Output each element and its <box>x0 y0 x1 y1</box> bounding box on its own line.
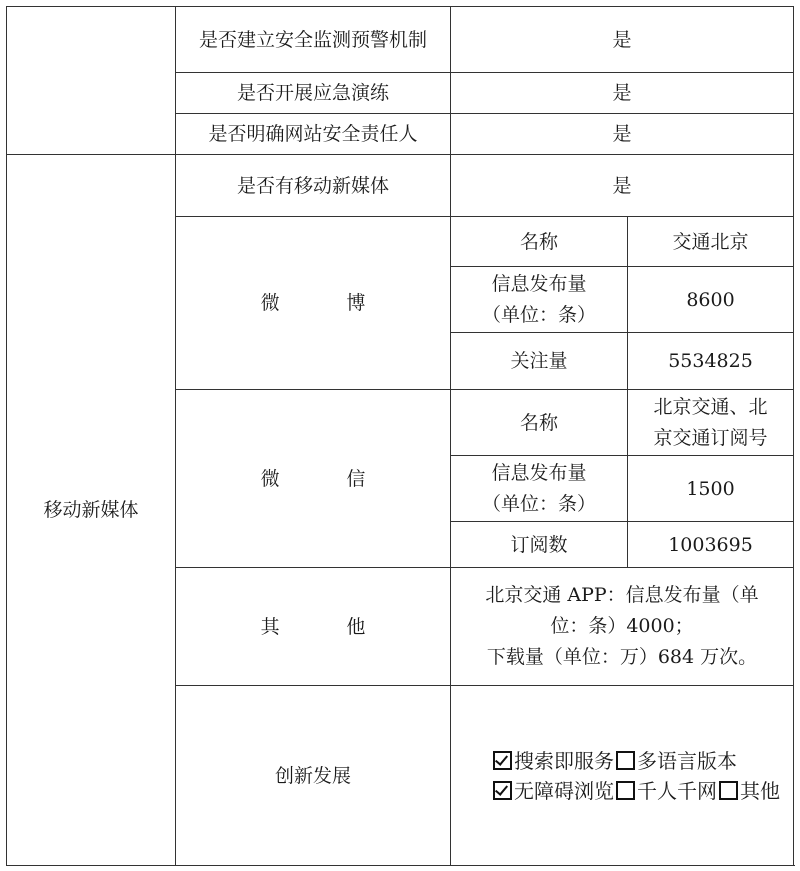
weixin-subs-value-cell <box>628 522 794 568</box>
drill-value-cell <box>451 73 794 114</box>
option-multilingual[interactable] <box>614 749 737 773</box>
option-label: 其他 <box>740 778 780 803</box>
option-search-service[interactable] <box>491 749 614 773</box>
section-cell-blank <box>7 7 176 155</box>
weibo-name-label-cell <box>451 217 628 267</box>
weibo-followers-value-cell <box>628 333 794 390</box>
weibo-name-label: 名称 <box>519 230 558 253</box>
media-section-label-cell <box>7 155 176 866</box>
weibo-label: 微 博 <box>260 292 396 314</box>
weixin-posts-label-2: （单位：条） <box>481 492 596 515</box>
weixin-name-label: 名称 <box>519 411 558 434</box>
media-section-label: 移动新媒体 <box>43 499 139 521</box>
weixin-posts-label-cell <box>451 456 628 522</box>
other-line-2: 位：条）4000； <box>550 615 694 637</box>
innovation-label-cell <box>176 686 451 866</box>
weibo-posts-label-cell <box>451 267 628 333</box>
has-media-label: 是否有移动新媒体 <box>236 174 389 197</box>
innovation-options-cell <box>451 686 794 866</box>
weibo-followers-value: 5534825 <box>668 350 753 372</box>
weixin-label: 微 信 <box>260 467 396 490</box>
responsible-label: 是否明确网站安全责任人 <box>208 123 418 145</box>
other-label-cell <box>176 568 451 686</box>
weixin-posts-label-1: 信息发布量 <box>491 461 587 484</box>
drill-value: 是 <box>612 82 632 104</box>
option-label: 无障碍浏览 <box>514 778 614 803</box>
weixin-label-cell <box>176 390 451 568</box>
weixin-name-value-2: 京交通订阅号 <box>653 426 768 449</box>
weibo-posts-value: 8600 <box>686 288 735 311</box>
option-accessibility[interactable] <box>491 779 614 803</box>
checkbox-accessibility[interactable] <box>493 781 512 800</box>
weibo-posts-value-cell <box>628 267 794 333</box>
weibo-label-cell <box>176 217 451 390</box>
weibo-posts-label-2: （单位：条） <box>481 303 596 326</box>
weixin-posts-value: 1500 <box>686 477 735 500</box>
has-media-value-cell <box>451 155 794 217</box>
checkbox-multilingual[interactable] <box>616 751 635 770</box>
monitoring-label-cell <box>176 7 451 73</box>
weibo-followers-label-cell <box>451 333 628 390</box>
other-content-cell <box>451 568 794 686</box>
option-label: 千人千网 <box>637 778 717 803</box>
weibo-posts-label-1: 信息发布量 <box>491 272 587 295</box>
weixin-name-value-1: 北京交通、北 <box>653 395 768 418</box>
responsible-value-cell <box>451 114 794 155</box>
monitoring-value: 是 <box>612 28 632 51</box>
other-label: 其 他 <box>260 615 396 638</box>
other-line-1: 北京交通 APP：信息发布量（单 <box>485 584 759 606</box>
option-other[interactable] <box>717 779 780 803</box>
weixin-subs-value: 1003695 <box>668 533 753 556</box>
option-label: 多语言版本 <box>637 748 737 773</box>
report-table <box>6 6 794 866</box>
innovation-label: 创新发展 <box>274 764 351 787</box>
other-line-3: 下载量（单位：万）684 万次。 <box>486 646 758 668</box>
checkbox-other[interactable] <box>719 781 738 800</box>
option-label: 搜索即服务 <box>514 748 614 773</box>
has-media-label-cell <box>176 155 451 217</box>
checkbox-personalized[interactable] <box>616 781 635 800</box>
weixin-name-value-cell <box>628 390 794 456</box>
weibo-name-value-cell <box>628 217 794 267</box>
responsible-label-cell <box>176 114 451 155</box>
weibo-followers-label: 关注量 <box>510 350 568 372</box>
monitoring-label: 是否建立安全监测预警机制 <box>198 28 427 51</box>
weixin-subs-label-cell <box>451 522 628 568</box>
weibo-name-value: 交通北京 <box>672 230 749 253</box>
weixin-subs-label: 订阅数 <box>510 533 568 556</box>
drill-label: 是否开展应急演练 <box>236 82 389 104</box>
weixin-posts-value-cell <box>628 456 794 522</box>
drill-label-cell <box>176 73 451 114</box>
responsible-value: 是 <box>612 123 632 145</box>
option-personalized[interactable] <box>614 779 717 803</box>
checkbox-search-service[interactable] <box>493 751 512 770</box>
weixin-name-label-cell <box>451 390 628 456</box>
has-media-value: 是 <box>612 174 632 197</box>
monitoring-value-cell <box>451 7 794 73</box>
